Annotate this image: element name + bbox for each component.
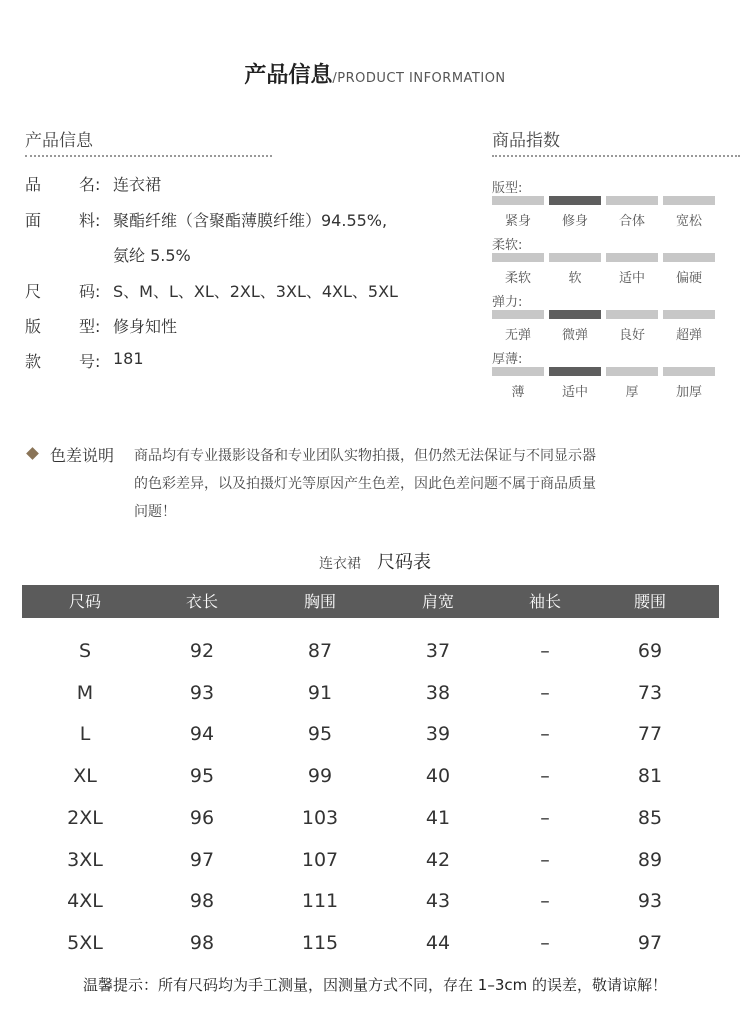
product-index-divider [492,155,740,157]
table-cell: 115 [301,931,339,954]
size-table-heading: 尺码表 [377,552,431,573]
size-table-title [0,548,750,574]
info-key-char: 型: [79,317,101,336]
table-cell: 42 [425,848,451,871]
index-group-label: 柔软: [492,238,523,253]
table-cell: 73 [637,681,663,704]
column-header: 腰围 [633,592,666,611]
table-cell: 85 [637,806,663,829]
table-cell: 3XL [67,848,103,871]
table-cell: S [78,640,92,662]
table-cell: 39 [425,723,451,746]
index-bar-selected [549,310,601,319]
index-bar [492,367,544,376]
table-cell: 40 [425,765,451,788]
table-cell: 95 [189,765,215,788]
table-cell: 81 [637,765,663,788]
column-header: 尺码 [68,592,101,611]
table-cell: 107 [301,848,339,871]
index-option-label: 宽松 [675,214,702,229]
info-value: 连衣裙 [113,175,162,194]
info-value: 聚酯纤维（含聚酯薄膜纤维）94.55%, [113,211,388,230]
table-cell: 43 [425,890,451,913]
index-bar [663,196,715,205]
index-bar [663,310,715,319]
table-cell: – [540,640,550,662]
info-value: 修身知性 [113,317,178,336]
table-cell: 99 [307,765,333,788]
table-cell: – [540,890,550,913]
table-cell: 93 [637,890,663,913]
index-bar [606,310,658,319]
table-cell: 96 [189,806,215,829]
index-option-label: 修身 [561,214,588,229]
index-option-label: 偏硬 [675,271,702,286]
column-header: 衣长 [185,592,218,611]
info-key-char: 号: [79,352,101,371]
index-bar [663,253,715,262]
info-key-char: 料: [79,211,101,230]
table-cell: – [540,806,550,829]
index-option-label: 厚 [625,385,639,400]
size-table-prefix: 连衣裙 [319,556,361,572]
info-value: 181 [113,349,144,368]
index-option-label: 适中 [618,271,645,286]
info-key-char: 尺 [25,282,42,301]
product-info-divider [25,155,272,157]
table-cell: 44 [425,931,451,954]
title-cn: 产品信息 [244,62,333,88]
table-cell: 91 [307,681,333,704]
table-cell: 37 [425,640,451,662]
table-cell: 103 [301,806,339,829]
table-cell: 95 [307,723,333,746]
size-table-header [22,585,719,618]
index-bar [606,196,658,205]
index-option-label: 合体 [618,214,645,229]
info-key-char: 款 [25,352,42,371]
index-option-label: 柔软 [504,271,531,286]
index-option-label: 加厚 [675,385,702,400]
table-cell: 41 [425,806,451,829]
index-option-label: 良好 [618,328,645,343]
index-bar [492,310,544,319]
table-cell: – [540,723,550,746]
index-group-label: 版型: [492,181,523,196]
index-option-label: 适中 [561,385,588,400]
info-key-char: 品 [25,175,42,194]
table-cell: 38 [425,681,451,704]
table-cell: 98 [189,931,215,954]
table-cell: 87 [307,640,333,662]
table-cell: M [76,681,94,704]
table-cell: – [540,848,550,871]
index-bar [663,367,715,376]
title-en: /PRODUCT INFORMATION [332,71,506,86]
index-bar-selected [549,367,601,376]
footer-note: 温馨提示：所有尺码均为手工测量，因测量方式不同，存在 1–3cm 的误差，敬请谅解！ [83,976,667,994]
index-option-label: 无弹 [504,328,531,343]
table-cell: 98 [189,890,215,913]
color-note-line: 问题！ [134,504,176,520]
column-header: 胸围 [303,592,336,611]
index-option-label: 薄 [511,385,525,400]
page-title [0,58,750,89]
index-bar [492,196,544,205]
table-cell: 69 [637,640,663,662]
table-cell: – [540,765,550,788]
table-cell: 111 [301,890,339,913]
index-bar [549,253,601,262]
color-note-line: 的色彩差异，以及拍摄灯光等原因产生色差，因此色差问题不属于商品质量 [134,476,596,492]
table-cell: 89 [637,848,663,871]
table-cell: 97 [637,931,663,954]
column-header: 袖长 [528,592,561,611]
index-group-label: 弹力: [492,295,523,310]
table-cell: 94 [189,723,215,746]
index-option-label: 软 [568,271,582,286]
table-cell: 4XL [67,890,103,913]
color-note-title: 色差说明 [50,446,115,465]
table-cell: – [540,931,550,954]
table-cell: 93 [189,681,215,704]
product-info-heading: 产品信息 [25,131,93,151]
info-key-char: 版 [25,317,42,336]
index-group-label: 厚薄: [492,352,523,367]
index-option-label: 超弹 [675,328,702,343]
column-header: 肩宽 [421,592,454,611]
index-bar [606,253,658,262]
info-key-char: 面 [25,211,42,230]
index-bar [606,367,658,376]
table-cell: XL [73,765,97,788]
table-cell: 97 [189,848,215,871]
info-value: 氨纶 5.5% [113,246,191,265]
table-cell: 5XL [67,931,103,954]
color-note-line: 商品均有专业摄影设备和专业团队实物拍摄，但仍然无法保证与不同显示器 [134,448,596,464]
info-key-char: 名: [79,175,101,194]
table-cell: 92 [189,640,215,662]
table-cell: 2XL [67,806,103,829]
index-option-label: 微弹 [561,328,588,343]
info-key-char: 码: [79,282,101,301]
index-option-label: 紧身 [504,214,531,229]
table-cell: L [79,723,91,746]
index-bar [492,253,544,262]
product-index-heading: 商品指数 [492,131,560,151]
diamond-icon [26,447,39,460]
index-bar-selected [549,196,601,205]
info-value: S、M、L、XL、2XL、3XL、4XL、5XL [113,282,398,301]
table-cell: – [540,681,550,704]
table-cell: 77 [637,723,663,746]
